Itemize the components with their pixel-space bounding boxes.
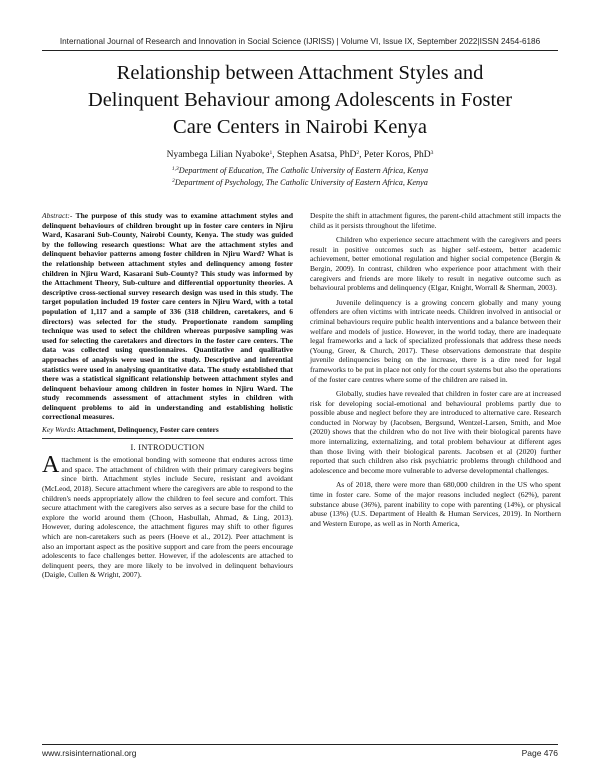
abstract-label: Abstract:- — [42, 211, 73, 220]
author-1: Nyambega Lilian Nyaboke — [166, 150, 270, 160]
author-3: , Peter Koros, PhD — [359, 150, 431, 160]
body-paragraph-3: Globally, studies have revealed that children in foster care are at increased risk for developing social-emotional and behavioural problems partly due to possible abuse and neglect before they are introduced to alternative care. Research conducted in Norway by (Jacobsen, Bergsund, Wentzel-Larsen, Smith, and Moe (2020) shows that the children who do not live with their biological parents have more internalizing, externalizing, and total problem behaviour at different ages than those living with their biological parents. Jacobsen et al (2020) further reported that such children also risk psychiatric problems through childhood and adolescence and become more vulnerable to adverse developmental challenges. — [310, 389, 561, 475]
title-line-2: Delinquent Behaviour among Adolescents in Foster — [87, 89, 513, 111]
journal-header: International Journal of Research and Innovation in Social Science (IJRISS) | Volume VI, Issue IX, September 2022|ISSN 2454-6186 — [59, 37, 541, 46]
affiliation-1 — [0, 166, 600, 175]
footer-rule — [42, 744, 558, 745]
title-line-1: Relationship between Attachment Styles and — [116, 62, 484, 84]
drop-cap: A — [42, 452, 60, 479]
left-column — [42, 211, 293, 580]
footer-website: www.rsisinternational.org — [42, 748, 137, 758]
author-3-sup: 3 — [430, 150, 434, 156]
header-rule — [42, 50, 558, 51]
body-paragraph-2: Juvenile delinquency is a growing concern globally and many young offenders are often victims with intricate needs. Children involved in antisocial or criminal behaviours require public health interventions and a balance between their welfare and models of justice. However, in the world today, there are inadequate legal frameworks and a lack of specialized professionals that address these needs (Young, Greer, & Church, 2017). These observations demonstrate that despite juvenile delinquencies being on the increase, there is a dire need for legal frameworks to be put in place not only for the court systems but also the operations of the foster care centres where some of the children are raised in. — [310, 297, 561, 384]
section-heading-introduction: I. INTRODUCTION — [130, 442, 205, 452]
intro-paragraph-1 — [42, 452, 293, 580]
paper-title — [40, 60, 560, 141]
affiliation-2 — [0, 178, 600, 187]
affiliation-2-sup: 2 — [172, 178, 175, 184]
title-line-3: Care Centers in Nairobi Kenya — [173, 116, 427, 138]
keywords-label: Key Words — [42, 425, 74, 435]
abstract-text: The purpose of this study was to examine attachment styles and delinquent behaviours of children brought up in foster care centers in Njiru Ward, Kasarani Sub-County, Nairobi County, Kenya. The study was guided by the following research questions: What are the attachment styles and delinquent behavior patterns among foster children in Njiru Ward? What is the relationship between attachment styles and delinquency among foster children in Njiru Ward, Kasarani Sub-County? This study was informed by the Attachment Theory, Sub-culture and differential opportunity theories. A descriptive cross-sectional survey research design was used in this study. The target population included 19 foster care centers in Njiru Ward, with a total population of 1,117 and a sample of 336 (318 children, caretakers, and 6 directors) was selected for the study. Proportionate random sampling technique was used to select the children whereas purposive sampling was used for selecting the caretakers and directors in the foster care centers. The data was collected using questionnaires. Quantitative and qualitative approaches of analysis were used in the study. Descriptive and inferential statistics were used in analysing quantitative data. The study established that there was a statistical significant relationship between attachment styles and delinquent behaviour among children in foster homes in Njiru Ward. The study recommends assessment of attachment styles in children with delinquent problems to aid in understanding and establishing holistic correctional measures. — [42, 211, 293, 422]
author-list — [0, 150, 600, 160]
affiliation-2-text: Department of Psychology, The Catholic University of Eastern Africa, Kenya — [174, 178, 428, 187]
abstract — [42, 211, 293, 422]
affiliation-1-sup: 1,3 — [171, 166, 179, 172]
intro-paragraph-1-text: ttachment is the emotional bonding with someone that endures across time and space. The attachment of children with their primary caregivers begins since birth. Attachment styles include Secure, resistant and avoidant (McLeod, 2018). Secure attachment where the caregivers are able to respond to the children's needs appropriately allow the children to feel secure and comfort. This secure attachment with the caregivers also serves as a secure base for the child to explore the world around them (Choon, Hasbullah, Ahmad, & Ling, 2013). However, during adolescence, the attachment figures may shift to other figures which are non-caretakers such as peers (Hoeve et al., 2012). Peer attachment is also an important aspect as the positive support and care from the peers encourage adolescents to face challenges better. However, if the adolescents are attached to delinquent peers, they are more likely to be involved in delinquent behaviours (Daigle, Cullen & Wright, 2007). — [42, 455, 293, 580]
keywords-rule — [42, 438, 293, 439]
right-column — [310, 211, 561, 528]
body-paragraph-1: Children who experience secure attachment with the caregivers and peers result in positive outcomes such as higher self-esteem, better academic achievement, better emotional regulation and higher social competence (Bergin & Bergin, 2009). In contrast, children who experience poor attachment with their caregivers and friends are more likely to result in negative outcome such as behavioural problems and delinquency (Elgar, Knight, Worrall & Sherman, 2003). — [310, 235, 561, 293]
author-2-sup: 2 — [356, 150, 360, 156]
footer-page-number: Page 476 — [521, 748, 558, 758]
body-paragraph-0: Despite the shift in attachment figures, the parent-child attachment still impacts the child as it persists throughout the lifetime. — [310, 211, 561, 230]
author-1-sup: 1 — [269, 150, 273, 156]
affiliation-1-text: Department of Education, The Catholic University of Eastern Africa, Kenya — [178, 166, 429, 175]
body-paragraph-4: As of 2018, there were more than 680,000 children in the US who spent time in foster care. Some of the major reasons included neglect (62%), parent substance abuse (36%), parent inability to cope with parenting (14%), or physical abuse (13%) (U.S. Department of Health & Human Services, 2019). In Northern and Western Europe, as well as in North America, — [310, 480, 561, 528]
keywords-text: : Attachment, Delinquency, Foster care centers — [73, 425, 219, 435]
author-2: , Stephen Asatsa, PhD — [272, 150, 357, 160]
keywords — [42, 425, 293, 435]
